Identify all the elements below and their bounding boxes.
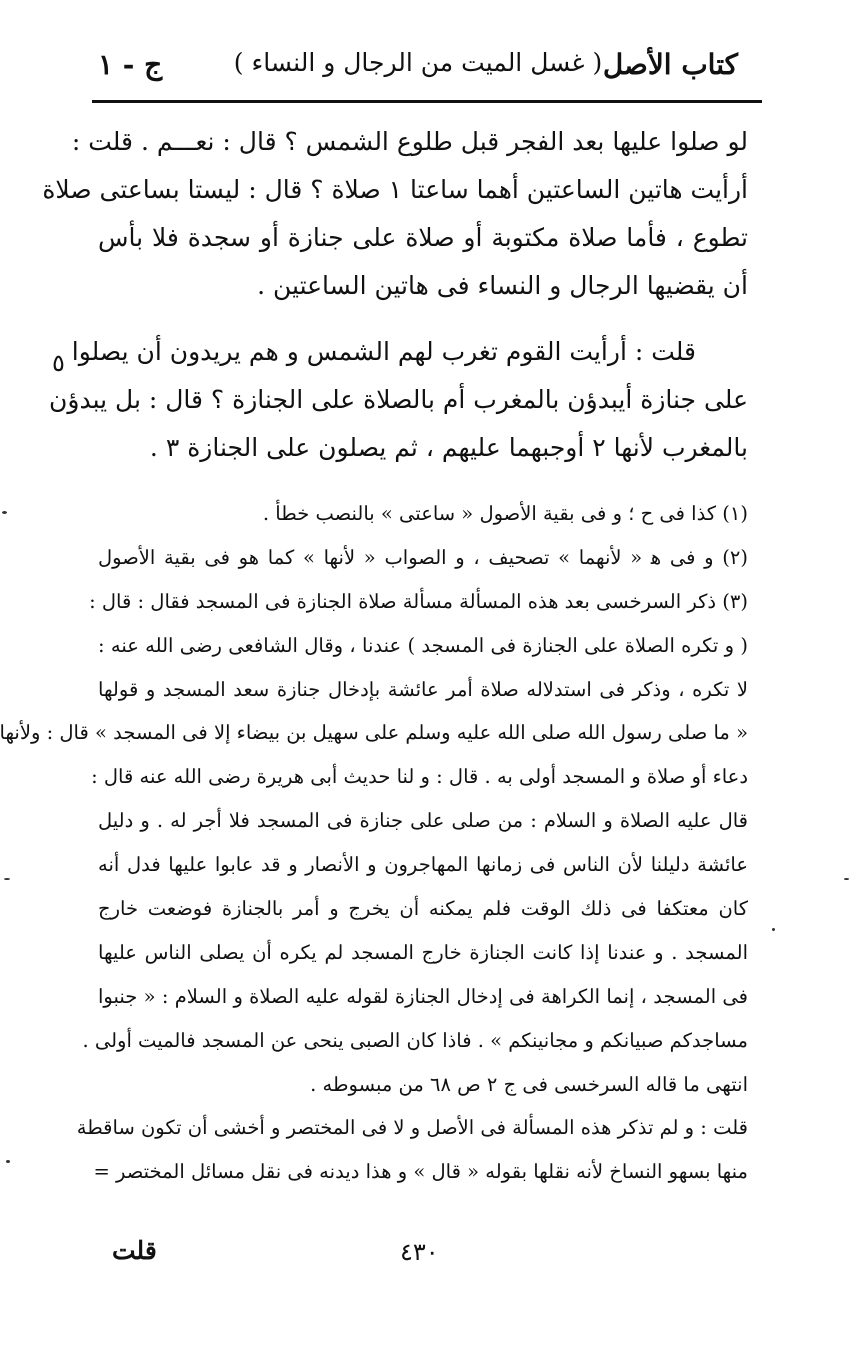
footnote-line: مساجدكم صبيانكم و مجانينكم » . فاذا كان الصبى ينحى عن المسجد فالميت أولى . bbox=[82, 1028, 748, 1052]
text-line: لو صلوا عليها بعد الفجر قبل طلوع الشمس ؟ قال : نعـــم . قلت : bbox=[71, 127, 748, 156]
scan-speck bbox=[844, 878, 849, 880]
volume-label: ج - ١ bbox=[98, 48, 163, 81]
footnote-line: (٢) و فى ﻫ « لأنهما » تصحيف ، و الصواب « لأنها » كما هو فى بقية الأصول bbox=[98, 545, 748, 569]
text-line: تطوع ، فأما صلاة مكتوبة أو صلاة على جنازة أو سجدة فلا بأس bbox=[98, 223, 748, 252]
footnote-line: كان معتكفا فى ذلك الوقت فلم يمكنه أن يخرج و أمر بالجنازة فوضعت خارج bbox=[98, 897, 748, 921]
scan-speck bbox=[2, 511, 7, 514]
footnote-line: دعاء أو صلاة و المسجد أولى به . قال : و لنا حديث أبى هريرة رضى الله عنه قال : bbox=[91, 765, 748, 789]
footnote-line: فى المسجد ، إنما الكراهة فى إدخال الجنازة لقوله عليه الصلاة و السلام : « جنبوا bbox=[98, 984, 748, 1008]
footnote-line: ( و تكره الصلاة على الجنازة فى المسجد ) عندنا ، وقال الشافعى رضى الله عنه : bbox=[98, 633, 748, 657]
header-rule bbox=[92, 100, 762, 103]
text-line: أن يقضيها الرجال و النساء فى هاتين الساعتين . bbox=[257, 271, 748, 300]
footnote-line: (٣) ذكر السرخسى بعد هذه المسألة مسألة صلاة الجنازة فى المسجد فقال : قال : bbox=[89, 589, 748, 613]
footnote-line: « ما صلى رسول الله صلى الله عليه وسلم على سهيل بن بيضاء إلا فى المسجد » قال : ولأنها bbox=[0, 721, 748, 745]
book-title: كتاب الأصل bbox=[602, 48, 738, 81]
text-line: على جنازة أيبدؤن بالمغرب أم بالصلاة على الجنازة ؟ قال : بل يبدؤن bbox=[49, 385, 748, 414]
text-line: بالمغرب لأنها ٢ أوجبهما عليهم ، ثم يصلون على الجنازة ٣ . bbox=[149, 433, 748, 462]
footnote-line: (١) كذا فى ح ؛ و فى بقية الأصول « ساعتى » بالنصب خطأ . bbox=[262, 502, 748, 525]
scan-speck bbox=[4, 878, 10, 880]
footnote-line: قلت : و لم تذكر هذه المسألة فى الأصل و لا فى المختصر و أخشى أن تكون ساقطة bbox=[76, 1116, 748, 1140]
text-line: قلت : أرأيت القوم تغرب لهم الشمس و هم يريدون أن يصلوا bbox=[71, 337, 696, 366]
footnote-line: عائشة دليلنا لأن الناس فى زمانها المهاجرون و الأنصار و قد عابوا عليها فدل أنه bbox=[98, 853, 748, 877]
page-number: ٤٣٠ bbox=[400, 1238, 439, 1266]
main-text bbox=[42, 118, 748, 472]
catchword: قلت bbox=[112, 1236, 157, 1265]
running-header bbox=[98, 48, 738, 92]
footnotes bbox=[0, 492, 748, 1194]
line-number-marker: ٥ bbox=[52, 349, 65, 377]
text-line: أرأيت هاتين الساعتين أهما ساعتا ١ صلاة ؟ قال : ليستا بساعتى صلاة bbox=[42, 175, 748, 204]
chapter-title: ( غسل الميت من الرجال و النساء ) bbox=[233, 48, 603, 77]
scan-speck bbox=[772, 928, 775, 931]
footnote-line: انتهى ما قاله السرخسى فى ج ٢ ص ٦٨ من مبسوطه . bbox=[310, 1072, 748, 1096]
footnote-line: قال عليه الصلاة و السلام : من صلى على جنازة فى المسجد فلا أجر له . و دليل bbox=[98, 809, 748, 833]
footnote-line: لا تكره ، وذكر فى استدلاله صلاة أمر عائشة بإدخال جنازة سعد المسجد و قولها bbox=[98, 677, 748, 701]
footnote-line: منها بسهو النساخ لأنه نقلها بقوله « قال » و هذا ديدنه فى نقل مسائل المختصر = bbox=[93, 1160, 748, 1184]
footnote-line: المسجد . و عندنا إذا كانت الجنازة خارج المسجد لم يكره أن يصلى الناس عليها bbox=[98, 940, 748, 964]
scan-speck bbox=[6, 1160, 10, 1163]
